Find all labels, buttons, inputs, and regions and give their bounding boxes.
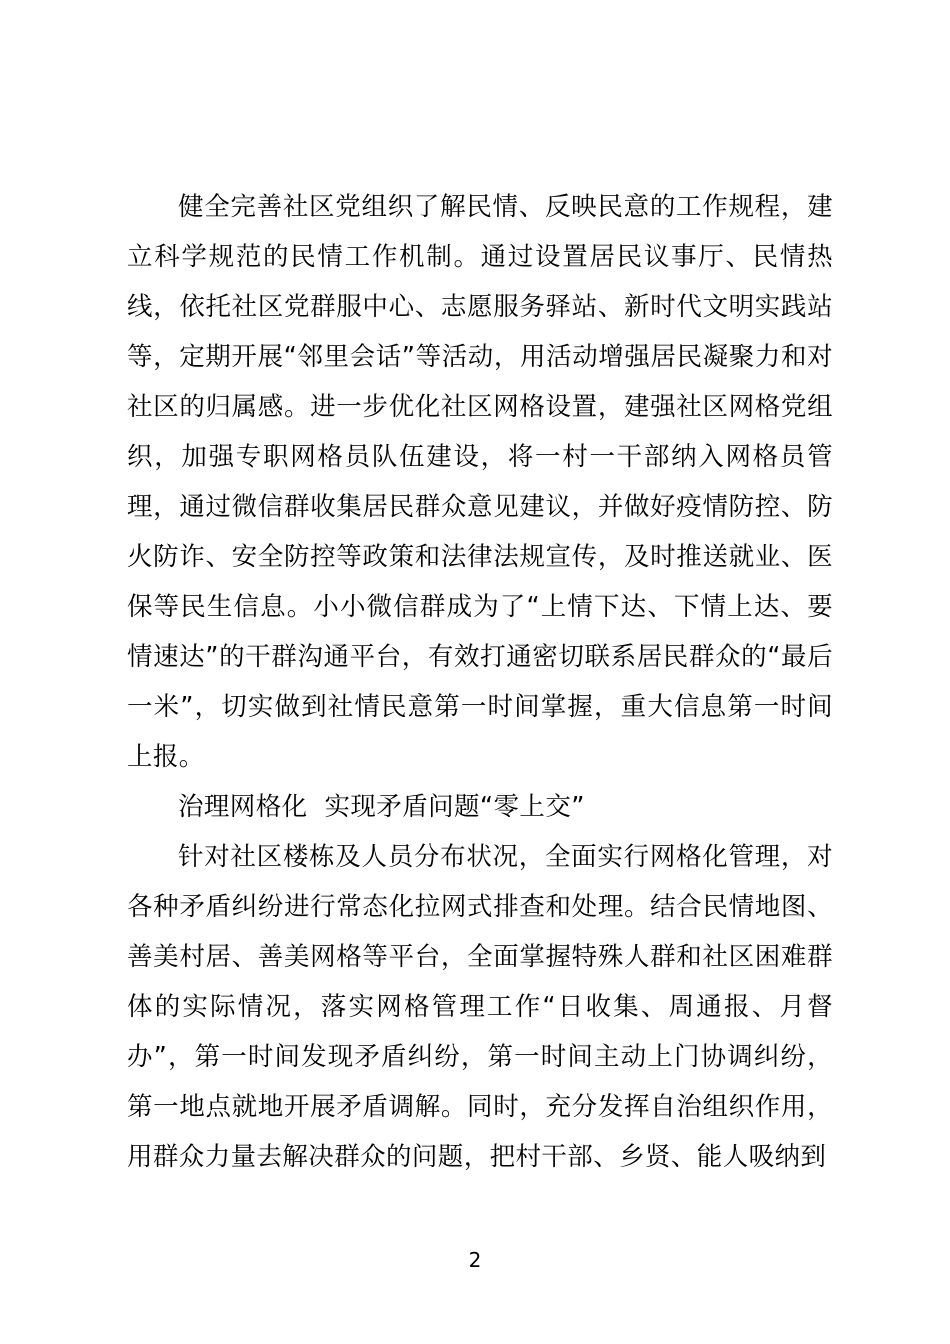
section-heading-grid-governance: 治理网格化 实现矛盾问题“零上交” [178, 792, 585, 822]
document-body [127, 182, 833, 1182]
paragraph-democracy-mechanism: 健全完善社区党组织了解民情、反映民意的工作规程，建立科学规范的民情工作机制。通过设置居民议事厅、民情热线，依托社区党群服中心、志愿服务驿站、新时代文明实践站等，定期开展“邻里会话”等活动，用活动增强居民凝聚力和对社区的归属感。进一步优化社区网格设置，建强社区网格党组织，加强专职网格员队伍建设，将一村一干部纳入网格员管理，通过微信群收集居民群众意见建议，并做好疫情防控、防火防诈、安全防控等政策和法律法规宣传，及时推送就业、医保等民生信息。小小微信群成为了“上情下达、下情上达、要情速达”的干群沟通平台，有效打通密切联系居民群众的“最后一米”，切实做到社情民意第一时间掌握，重大信息第一时间上报。 [127, 192, 833, 772]
page-number: 2 [468, 1248, 482, 1272]
paragraph-grid-management: 针对社区楼栋及人员分布状况，全面实行网格化管理，对各种矛盾纠纷进行常态化拉网式排查和处理。结合民情地图、善美村居、善美网格等平台，全面掌握特殊人群和社区困难群体的实际情况，落实网格管理工作“日收集、周通报、月督办”，第一时间发现矛盾纠纷，第一时间主动上门协调纠纷，第一地点就地开展矛盾调解。同时，充分发挥自治组织作用，用群众力量去解决群众的问题，把村干部、乡贤、能人吸纳到 [127, 842, 833, 1172]
